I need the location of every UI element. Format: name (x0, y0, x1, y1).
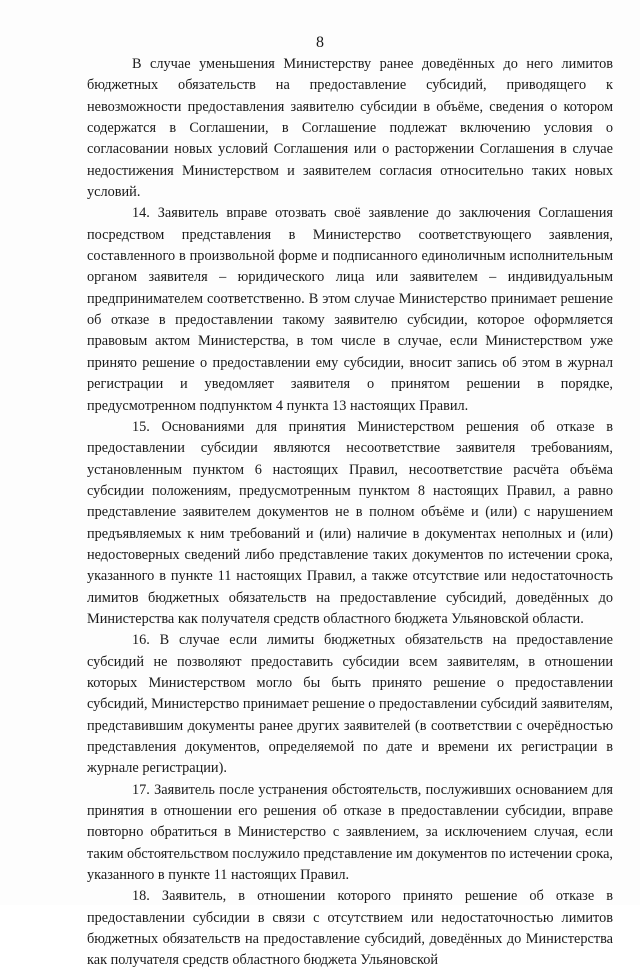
paragraph-15-refusal-grounds: 15. Основаниями для принятия Министерством решения об отказе в предоставлении субсидии являются несоответствие заявителя требованиям, установленным пунктом 6 настоящих Правил, несоответствие расчёта объёма субсидии положениям, предусмотренным пунктом 8 настоящих Правил, а равно представление заявителем документов не в полном объёме и (или) с нарушением предъявляемых к ним требований и (или) наличие в документах неполных и (или) недостоверных сведений либо представление таких документов по истечении срока, указанного в пункте 11 настоящих Правил, а также отсутствие или недостаточность лимитов бюджетных обязательств на предоставление субсидий, доведённых до Министерства как получателя средств областного бюджета Ульяновской области. (87, 418, 613, 627)
document-body (87, 54, 613, 972)
paragraph-budget-reduction: В случае уменьшения Министерству ранее доведённых до него лимитов бюджетных обязательств на предоставление субсидий, приводящего к невозможности предоставления заявителю субсидии в объёме, сведения о котором содержатся в Соглашении, в Соглашение подлежат включению условия о согласовании новых условий Соглашения или о расторжении Соглашения в случае недостижения Министерством и заявителем согласия относительно таких новых условий. (87, 56, 613, 201)
paragraph-16-insufficient-limits: 16. В случае если лимиты бюджетных обязательств на предоставление субсидий не позволяют предоставить субсидии всем заявителям, в отношении которых Министерством могло бы быть принято решение о предоставлении субсидий, Министерство принимает решение о предоставлении субсидий заявителям, представившим документы ранее других заявителей (в соответствии с очерёдностью представления документов, определяемой по дате и времени их регистрации в журнале регистрации). (87, 632, 613, 777)
paragraph-18-refused-applicant: 18. Заявитель, в отношении которого принято решение об отказе в предоставлении субсидии в связи с отсутствием или недостаточностью лимитов бюджетных обязательств на предоставление субсидий, доведённых до Министерства как получателя средств областного бюджета Ульяновской (87, 888, 613, 969)
paragraph-17-reapplication: 17. Заявитель после устранения обстоятельств, послуживших основанием для принятия в отношении его решения об отказе в предоставлении субсидии, вправе повторно обратиться в Министерство с заявлением, за исключением случая, если таким обстоятельством послужило представление им документов по истечении срока, указанного в пункте 11 настоящих Правил. (87, 781, 613, 884)
page-number: 8 (316, 34, 324, 51)
paragraph-14-withdraw-application: 14. Заявитель вправе отозвать своё заявление до заключения Соглашения посредством представления в Министерство соответствующего заявления, составленного в произвольной форме и подписанного единоличным исполнительным органом заявителя – юридического лица или заявителем – индивидуальным предпринимателем соответственно. В этом случае Министерство принимает решение об отказе в предоставлении такому заявителю субсидии, которое оформляется правовым актом Министерства, в том числе в случае, если Министерством уже принято решение о предоставлении ему субсидии, вносит запись об этом в журнал регистрации и уведомляет заявителя о принятом решении в порядке, предусмотренном подпунктом 4 пункта 13 настоящих Правил. (87, 205, 613, 414)
